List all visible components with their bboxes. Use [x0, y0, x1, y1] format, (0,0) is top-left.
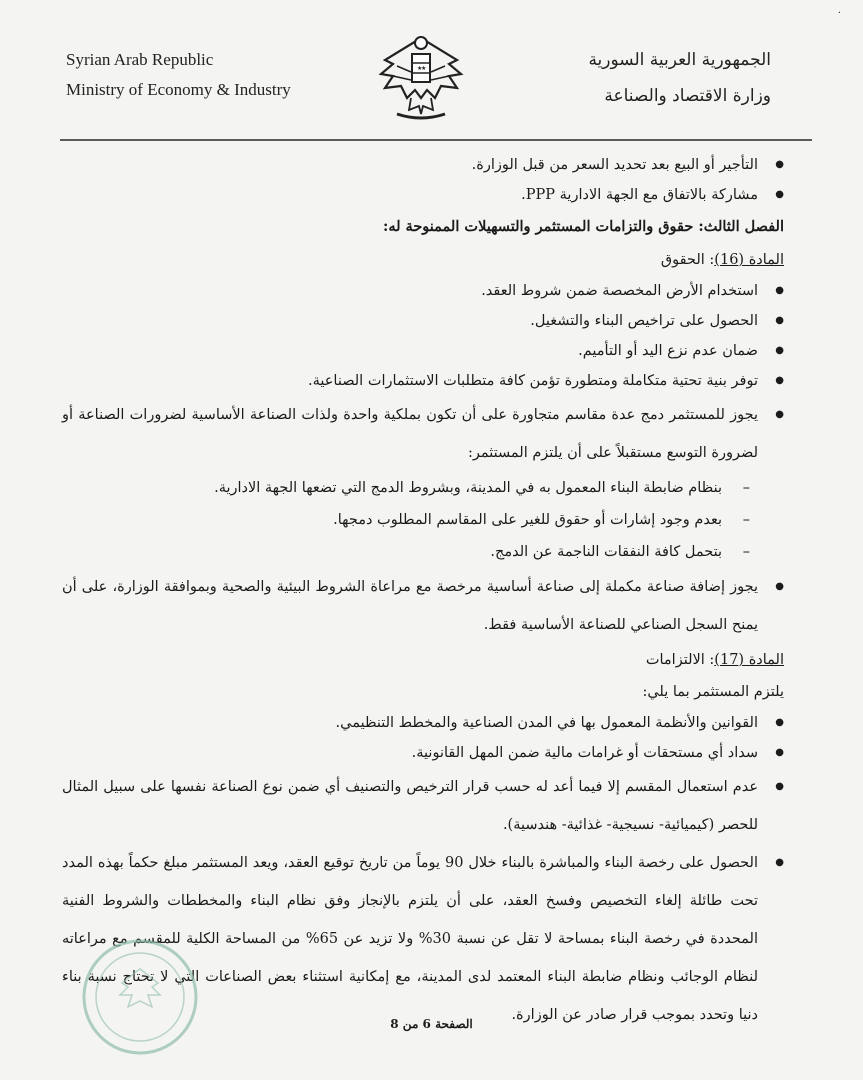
dash-item: – بنظام ضابطة البناء المعمول به في المدينة، وبشروط الدمج التي تضعها الجهة الادارية. — [62, 472, 784, 504]
corner-mark: · — [837, 8, 841, 19]
list-item: ● سداد أي مستحقات أو غرامات مالية ضمن المهل القانونية. — [62, 738, 784, 768]
document-body — [62, 150, 784, 1034]
ministry-name-en: Ministry of Economy & Industry — [66, 80, 291, 99]
list-item: ● استخدام الأرض المخصصة ضمن شروط العقد. — [62, 276, 784, 306]
header-english — [66, 45, 291, 105]
article-17-title: : الالتزامات — [645, 652, 715, 668]
country-name-en: Syrian Arab Republic — [66, 50, 214, 69]
eagle-emblem — [371, 28, 471, 124]
list-item: ● عدم استعمال المقسم إلا فيما أعد له حسب قرار الترخيص والتصنيف أي ضمن نوع الصناعة نفسها على سبيل المثال للحصر (كيميائية- نسيجية- غذائية- هندسية). — [62, 768, 784, 844]
article-16-title: : الحقوق — [660, 252, 715, 268]
list-item: ● يجوز للمستثمر دمج عدة مقاسم متجاورة على أن تكون بملكية واحدة ولذات الصناعة الأساسية لضرورات الصناعة أو لضرورة التوسع مستقبلاً على أن يلتزم المستثمر: — [62, 396, 784, 472]
article-16-heading — [62, 244, 784, 276]
list-item: ● الحصول على تراخيص البناء والتشغيل. — [62, 306, 784, 336]
page-number: الصفحة 6 من 8 — [390, 1017, 473, 1031]
dash-item: – بتحمل كافة النفقات الناجمة عن الدمج. — [62, 536, 784, 568]
chapter-heading: الفصل الثالث: حقوق والتزامات المستثمر والتسهيلات الممنوحة له: — [382, 218, 784, 235]
list-item: ● الحصول على رخصة البناء والمباشرة بالبناء خلال 90 يوماً من تاريخ توقيع العقد، ويعد المستثمر مبلغ حكماً بهذه المدد تحت طائلة إلغاء التخصيص وفسخ العقد، على أن يلتزم بالإنجاز وفق نظام البناء والمخططات والشروط الفنية المحددة في رخصة البناء بمساحة لا تقل عن نسبة 30% ولا تزيد عن 65% من المساحة الكلية للمقسم مع مراعاته لنظام الوجائب ونظام ضابطة البناء المعتمد لدى المدينة، مع إمكانية استثناء بعض الصناعات التي لا تحتاج نسبة بناء دنيا وتحدد بموجب قرار صادر عن الوزارة. — [62, 844, 784, 1034]
list-item: ● ضمان عدم نزع اليد أو التأميم. — [62, 336, 784, 366]
header-divider — [60, 139, 812, 141]
list-item: ● التأجير أو البيع بعد تحديد السعر من قبل الوزارة. — [62, 150, 784, 180]
dash-item: – بعدم وجود إشارات أو حقوق للغير على المقاسم المطلوب دمجها. — [62, 504, 784, 536]
header-arabic — [588, 42, 771, 114]
ministry-name-ar: وزارة الاقتصاد والصناعة — [604, 86, 771, 106]
seal-stamp — [80, 935, 200, 1060]
svg-text:★: ★ — [421, 65, 427, 72]
article-17-label: المادة (17) — [714, 652, 784, 668]
article-16-label: المادة (16) — [714, 252, 784, 268]
list-item: ● يجوز إضافة صناعة مكملة إلى صناعة أساسية مرخصة مع مراعاة الشروط البيئية والصحية وبموافقة الوزارة، على أن يمنح السجل الصناعي للصناعة الأساسية فقط. — [62, 568, 784, 644]
svg-text:★: ★ — [417, 65, 423, 72]
list-item: ● مشاركة بالاتفاق مع الجهة الادارية PPP. — [62, 180, 784, 210]
list-item: ● القوانين والأنظمة المعمول بها في المدن الصناعية والمخطط التنظيمي. — [62, 708, 784, 738]
country-name-ar: الجمهورية العربية السورية — [588, 50, 771, 70]
article-17-heading — [62, 644, 784, 676]
article-17-intro: يلتزم المستثمر بما يلي: — [642, 684, 784, 700]
list-item: ● توفر بنية تحتية متكاملة ومتطورة تؤمن كافة متطلبات الاستثمارات الصناعية. — [62, 366, 784, 396]
